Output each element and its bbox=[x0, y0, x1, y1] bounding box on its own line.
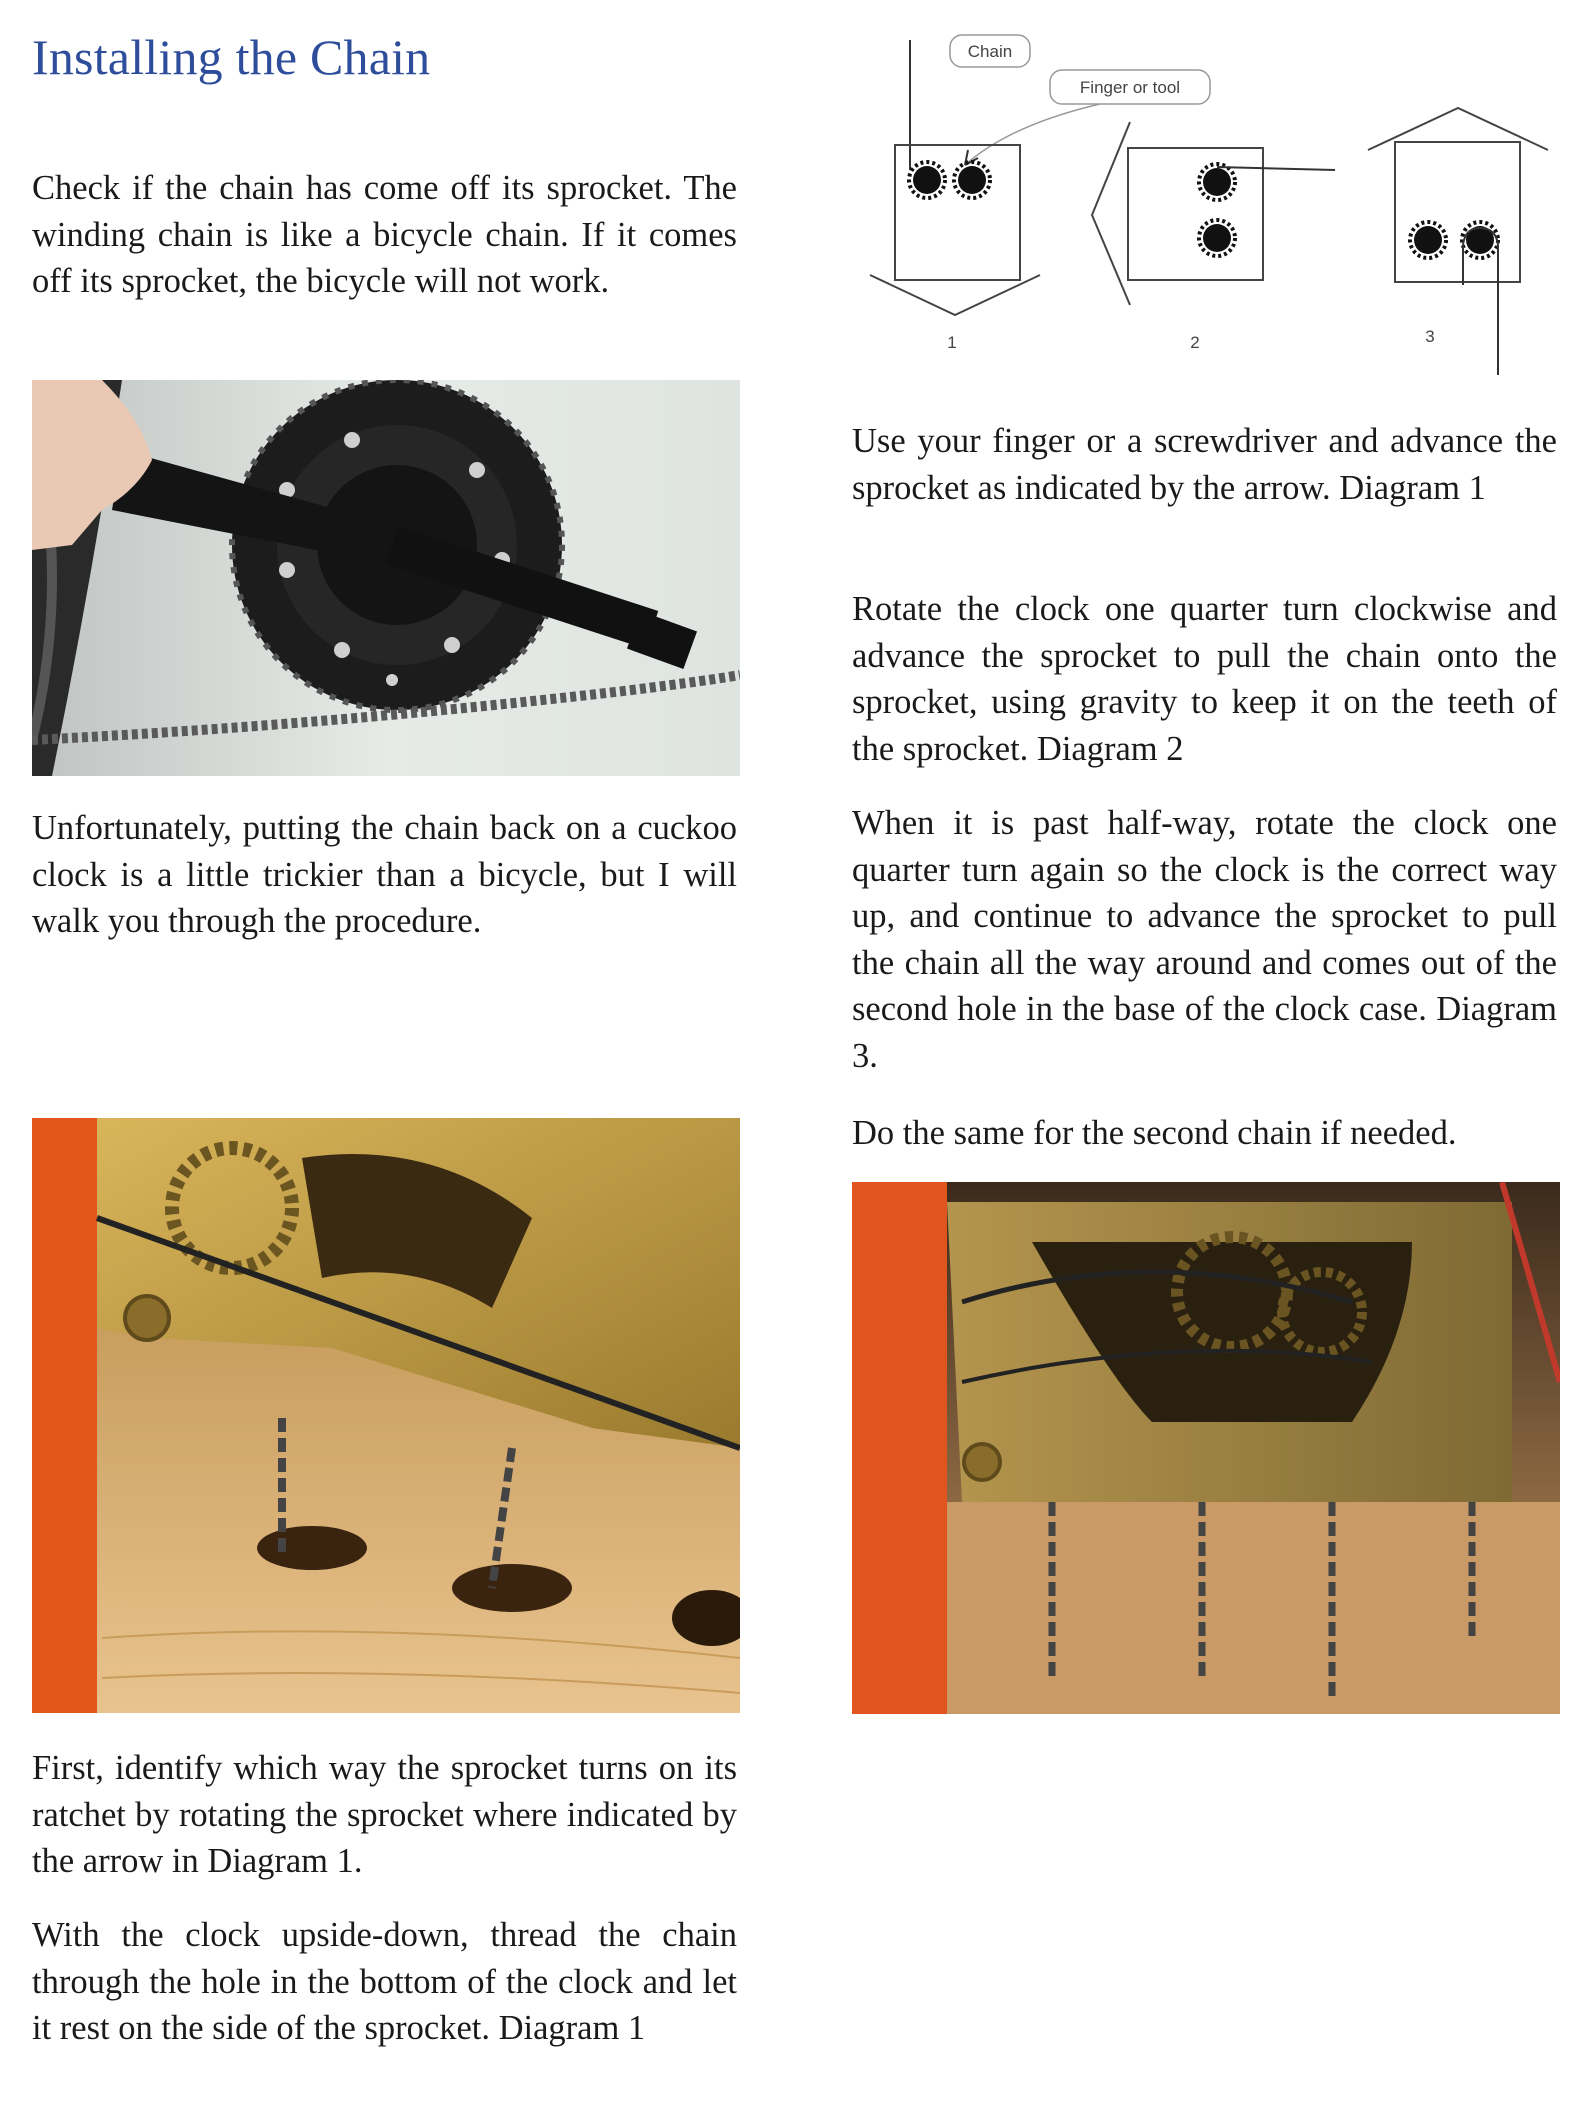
sprocket-icon bbox=[1199, 220, 1235, 256]
bicycle-crank-photo bbox=[32, 380, 740, 776]
sprocket-icon bbox=[1410, 222, 1446, 258]
paragraph-advance-sprocket: Use your finger or a screwdriver and advance the sprocket as indicated by the arrow. Diagram 1 bbox=[852, 422, 1557, 507]
diagram-label-1: 1 bbox=[947, 333, 957, 352]
diagram-1 bbox=[870, 40, 1040, 352]
sprocket-diagram bbox=[860, 30, 1560, 380]
diagram-3 bbox=[1368, 108, 1548, 375]
callout-finger bbox=[1050, 70, 1210, 104]
diagram-2 bbox=[1092, 122, 1335, 352]
diagram-label-2: 2 bbox=[1190, 333, 1200, 352]
clock-movement-chains-photo bbox=[852, 1182, 1560, 1714]
paragraph-rotate-quarter: Rotate the clock one quarter turn clockwise and advance the sprocket to pull the chain onto the sprocket, using gravity to keep it on the teeth of the sprocket. Diagram 2 bbox=[852, 590, 1557, 768]
callout-chain bbox=[950, 35, 1030, 67]
sprocket-icon bbox=[909, 162, 945, 198]
sprocket-icon bbox=[1199, 164, 1235, 200]
paragraph-thread-chain: With the clock upside-down, thread the chain through the hole in the bottom of the clock and let it rest on the side of the sprocket. Diagram 1 bbox=[32, 1916, 737, 2047]
paragraph-check-chain: Check if the chain has come off its sprocket. The winding chain is like a bicycle chain. If it comes off its sprocket, the bicycle will not work. bbox=[32, 169, 737, 300]
paragraph-trickier: Unfortunately, putting the chain back on a cuckoo clock is a little trickier than a bicycle, but I will walk you through the procedure. bbox=[32, 809, 737, 940]
clock-chains-through-holes-photo bbox=[32, 1118, 740, 1713]
page-title: Installing the Chain bbox=[32, 29, 431, 85]
callout-chain-label: Chain bbox=[967, 42, 1013, 61]
callout-finger-label: Finger or tool bbox=[1079, 78, 1181, 97]
paragraph-past-halfway: When it is past half-way, rotate the clock one quarter turn again so the clock is the correct way up, and continue to advance the sprocket to pull the chain all the way around and comes out of the second hole in the base of the clock case. Diagram 3. bbox=[852, 804, 1557, 1075]
sprocket-icon bbox=[954, 162, 990, 198]
diagram-label-3: 3 bbox=[1425, 327, 1435, 346]
paragraph-second-chain: Do the same for the second chain if needed. bbox=[852, 1114, 1457, 1152]
paragraph-identify-sprocket: First, identify which way the sprocket turns on its ratchet by rotating the sprocket where indicated by the arrow in Diagram 1. bbox=[32, 1749, 737, 1880]
